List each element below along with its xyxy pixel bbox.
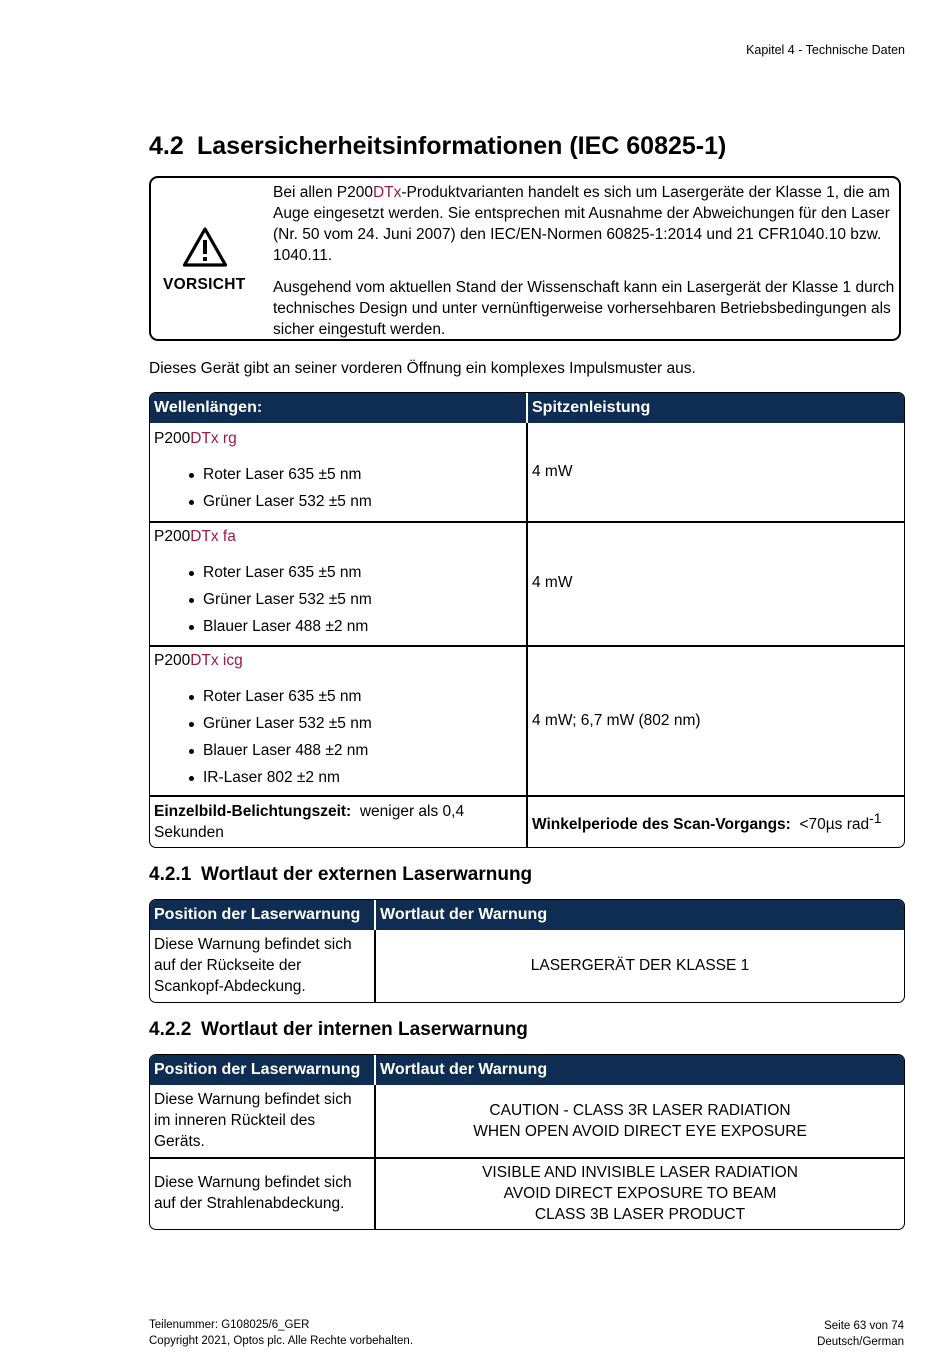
warning-line: LASERGERÄT DER KLASSE 1 (530, 957, 750, 974)
column-divider (526, 423, 528, 847)
caution-box (149, 176, 901, 341)
caution-text (273, 182, 898, 351)
table-row (154, 650, 522, 794)
position-line: Diese Warnung befindet sich (154, 1174, 352, 1191)
page-number: Seite 63 von 74 (824, 1320, 904, 1332)
footer-right (817, 1318, 904, 1350)
table-row (154, 1089, 370, 1152)
caution-p1-highlight: DTx (372, 184, 402, 201)
table-row (154, 428, 522, 518)
row-divider (150, 1157, 904, 1159)
header-wavelengths: Wellenlängen: (154, 399, 263, 416)
model-prefix: P200 (154, 430, 191, 447)
header-position: Position der Laserwarnung (154, 1061, 361, 1078)
caution-p1-pre: Bei allen P200 (273, 184, 373, 201)
position-line: Scankopf-Abdeckung. (154, 978, 306, 995)
part-number: Teilenummer: G108025/6_GER (149, 1319, 310, 1331)
exposure-time-value: weniger als 0,4 (359, 803, 465, 820)
subsection-title: Wortlaut der internen Laserwarnung (201, 1019, 528, 1040)
position-line: Geräts. (154, 1133, 205, 1150)
exposure-time-unit: Sekunden (154, 824, 224, 841)
warning-text (376, 1162, 904, 1225)
external-warning-table (149, 899, 905, 1003)
warning-text (376, 1100, 904, 1142)
list-item: Grüner Laser 532 ±5 nm (154, 491, 522, 518)
row-divider (150, 645, 904, 647)
warning-line: WHEN OPEN AVOID DIRECT EYE EXPOSURE (473, 1123, 807, 1140)
warning-triangle-icon (182, 226, 228, 268)
model-variant: DTx rg (190, 430, 237, 447)
model-prefix: P200 (154, 652, 191, 669)
header-divider (374, 1055, 376, 1085)
warning-line: VISIBLE AND INVISIBLE LASER RADIATION (482, 1164, 798, 1181)
list-item: Blauer Laser 488 ±2 nm (154, 740, 522, 767)
list-item: Grüner Laser 532 ±5 nm (154, 589, 522, 616)
header-position: Position der Laserwarnung (154, 906, 361, 923)
language: Deutsch/German (817, 1336, 904, 1348)
table-row (154, 526, 522, 643)
position-line: auf der Strahlenabdeckung. (154, 1195, 345, 1212)
laser-table (149, 392, 905, 848)
subsection-number: 4.2.2 (149, 1019, 192, 1040)
warning-line: CLASS 3B LASER PRODUCT (534, 1206, 746, 1223)
table-row (154, 934, 370, 997)
exposure-time-label: Einzelbild-Belichtungszeit: (154, 803, 352, 820)
header-peak-power: Spitzenleistung (532, 399, 651, 416)
position-line: Diese Warnung befindet sich (154, 1091, 352, 1108)
list-item: Blauer Laser 488 ±2 nm (154, 616, 522, 643)
list-item: Roter Laser 635 ±5 nm (154, 464, 522, 491)
position-line: auf der Rückseite der (154, 957, 302, 974)
internal-table-header (150, 1055, 904, 1085)
exposure-time (154, 801, 522, 843)
section-heading (149, 132, 726, 161)
external-table-header (150, 900, 904, 930)
row-divider (150, 521, 904, 523)
peak-power-value: 4 mW; 6,7 mW (802 nm) (532, 712, 701, 729)
section-number: 4.2 (149, 132, 184, 160)
list-item: Roter Laser 635 ±5 nm (154, 562, 522, 589)
header-wording: Wortlaut der Warnung (380, 1061, 548, 1078)
position-line: Diese Warnung befindet sich (154, 936, 352, 953)
warning-line: CAUTION - CLASS 3R LASER RADIATION (489, 1102, 791, 1119)
model-name (154, 650, 522, 677)
wavelength-list (154, 562, 522, 643)
caution-paragraph-2: Ausgehend vom aktuellen Stand der Wissenschaft kann ein Lasergerät der Klasse 1 durch technisches Design und unter vernünftigerweise vorhersehbaren Betriebsbedingungen als sicher eingestuft werden. (273, 279, 895, 338)
subsection-heading-internal (149, 1019, 528, 1041)
caution-p1-post: -Produktvarianten handelt es sich um Lasergeräte der Klasse 1, die am Auge eingesetzt werden. Sie entsprechen mit Ausnahme der Abweichungen für den Laser (Nr. 50 vom 24. Juni 2007) den IEC/EN-Normen 60825-1:2014 und 21 CFR1040.10 bzw. 1040.11. (273, 184, 890, 264)
running-header: Kapitel 4 - Technische Daten (746, 43, 905, 57)
scan-angle-period (532, 808, 902, 835)
copyright: Copyright 2021, Optos plc. Alle Rechte vorbehalten. (149, 1335, 414, 1347)
model-name (154, 428, 522, 455)
peak-power-value: 4 mW (532, 463, 573, 480)
warning-text (376, 955, 904, 976)
table-row (154, 1172, 370, 1214)
model-variant: DTx fa (190, 528, 236, 545)
wavelength-list (154, 686, 522, 794)
header-divider (526, 393, 528, 423)
caution-label: VORSICHT (163, 276, 246, 293)
list-item: IR-Laser 802 ±2 nm (154, 767, 522, 794)
section-title: Lasersicherheitsinformationen (IEC 60825-1) (197, 132, 727, 160)
scan-period-exponent: -1 (869, 810, 882, 826)
scan-period-label: Winkelperiode des Scan-Vorgangs: (532, 816, 791, 834)
header-divider (374, 900, 376, 930)
wavelength-list (154, 464, 522, 518)
subsection-title: Wortlaut der externen Laserwarnung (201, 864, 533, 885)
peak-power-value: 4 mW (532, 574, 573, 591)
row-divider (150, 795, 904, 797)
internal-warning-table (149, 1054, 905, 1230)
list-item: Roter Laser 635 ±5 nm (154, 686, 522, 713)
intro-text: Dieses Gerät gibt an seiner vorderen Öffnung ein komplexes Impulsmuster aus. (149, 360, 696, 377)
scan-period-value: <70µs rad (799, 816, 870, 834)
model-name (154, 526, 522, 553)
model-prefix: P200 (154, 528, 191, 545)
caution-paragraph-1 (273, 182, 898, 266)
subsection-heading-external (149, 864, 532, 886)
subsection-number: 4.2.1 (149, 864, 192, 885)
header-wording: Wortlaut der Warnung (380, 906, 548, 923)
position-line: im inneren Rückteil des (154, 1112, 316, 1129)
model-variant: DTx icg (190, 652, 243, 669)
footer-left (149, 1317, 413, 1349)
warning-line: AVOID DIRECT EXPOSURE TO BEAM (503, 1185, 777, 1202)
list-item: Grüner Laser 532 ±5 nm (154, 713, 522, 740)
